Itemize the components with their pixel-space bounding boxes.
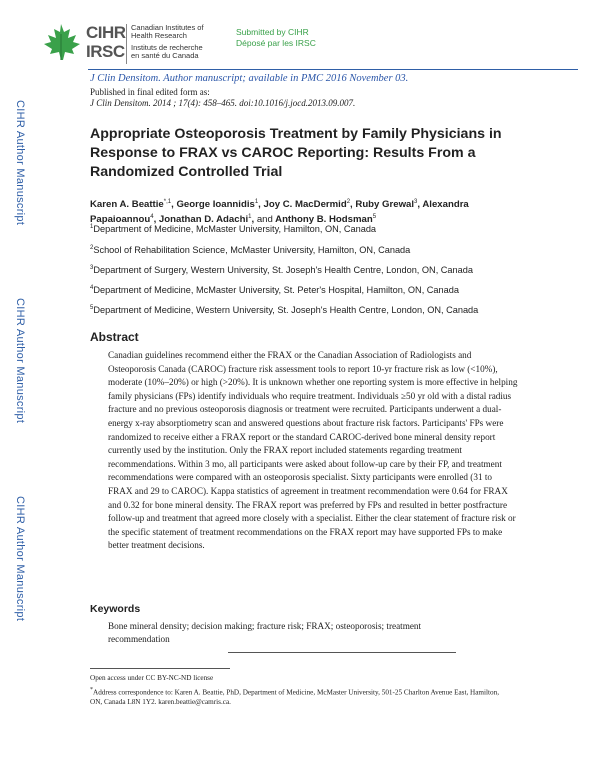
author-sup: 3 [414,199,418,205]
logo-irsc: IRSC [86,42,125,61]
logo-divider [126,24,127,64]
submitted-by [236,27,316,49]
author-name: Jonathan D. Adachi [158,214,249,226]
author-list: Karen A. Beattie$^{*,1}$, George Ioannidis$^1$, Joy C. MacDermid$^2$, Ruby Grewal$^3$, Alexandra Papaioannou$^4$, Jonathan D. Adachi$^1$, and Anthony B. Hodsman$^5$ [90,199,469,226]
author-sup: 1 [248,214,252,221]
cihr-logo [40,20,212,68]
affiliation: $^2$School of Rehabilitation Science, McMaster University, Hamilton, ON, Canada [90,245,411,256]
affiliation: $^3$Department of Surgery, Western University, St. Joseph's Health Centre, London, ON, Canada [90,265,473,276]
paper-title: Appropriate Osteoporosis Treatment by Family Physicians in Response to FRAX vs CAROC Reporting: Results From a Randomized Controlled Trial [90,126,502,180]
abstract-text: Canadian guidelines recommend either the FRAX or the Canadian Association of Radiologists and Osteoporosis Canada (CAROC) fracture risk assessment tools to report 10-yr fracture risk as low (<10%), moderate (10%–20%) or high (>20%). It is unknown whether one reporting system is more effective in helping family physicians (FPs) identify individuals who require treatment. Individuals ≥50 yr old with a distal radius fracture and no previous osteoporosis diagnosis or treatment were recruited. Participants underwent a dual-energy x-ray absorptiometry scan and answered questions about fracture risk factors. Participants' FPs were randomized to receive either a FRAX report or the standard CAROC-derived bone mineral density report currently used by the institution. Only the FRAX report included statements regarding treatment recommendations. Within 3 mo, all participants were asked about follow-up care by their FP, and treatment recommendations were compared with an osteoporosis specialist. Sixty participants were enrolled (31 to FRAX and 29 to CAROC). Kappa statistics of agreement in treatment recommendation were 0.64 for FRAX and 0.32 for bone mineral density. The FRAX report was preferred by FPs and resulted in better postfracture follow-up and treatment that agreed more closely with a specialist. Either the clear statement of fracture risk or the specific statement of treatment recommendations on the FRAX report may have supported FPs to make better treatment decisions. [108,350,518,551]
author-sup: 5 [372,214,377,221]
author-name: Anthony B. Hodsman [275,214,373,226]
affiliation: $^1$Department of Medicine, McMaster University, Hamilton, ON, Canada [90,224,377,235]
correspondence-address [90,685,510,707]
published-citation: J Clin Densitom. 2014 ; 17(4): 458–465. doi:10.1016/j.jocd.2013.09.007. [90,98,356,108]
keywords-divider [228,652,456,653]
open-access-license[interactable]: Open access under CC BY-NC-ND license [90,674,214,682]
author-name: Ruby Grewal [355,199,415,211]
keywords-heading: Keywords [90,603,141,615]
published-info [90,87,355,109]
sidebar-label-1: CIHR Author Manuscript [14,100,26,226]
sidebar-label-2: CIHR Author Manuscript [14,298,26,424]
author-name: Alexandra Papaioannou [90,199,469,226]
author-sup: 2 [346,199,351,205]
submitted-en: Submitted by CIHR [236,27,309,37]
author-sup: *,1 [163,199,172,205]
submitted-fr: Déposé par les IRSC [236,38,316,48]
keywords-text: Bone mineral density; decision making; fracture risk; FRAX; osteoporosis; treatment recommendation [108,621,422,644]
header-divider [88,69,578,70]
logo-fr-line1: Instituts de recherche [131,43,203,52]
journal-citation[interactable]: J Clin Densitom. Author manuscript; available in PMC 2016 November 03. [90,73,409,84]
address-text: Address correspondence to: Karen A. Beattie, PhD, Department of Medicine, McMaster University, 501-25 Charlton Avenue East, Hamilton, ON, Canada L8N 1Y2. karen.beattie@camris.ca. [90,688,499,707]
affiliation: $^5$Department of Medicine, Western University, St. Joseph's Health Centre, London, ON, Canada [90,305,479,316]
logo-cihr: CIHR [86,23,126,42]
footnote-divider [90,668,230,669]
address-mark: * [90,687,93,693]
author-sup: 4 [150,214,154,221]
sidebar-label-3: CIHR Author Manuscript [14,496,26,622]
affiliation: $^4$Department of Medicine, McMaster University, St. Peter's Hospital, Hamilton, ON, Canada [90,285,459,296]
author-name: Joy C. MacDermid [263,199,347,211]
author-name: Karen A. Beattie [90,199,164,211]
logo-fr-line2: en santé du Canada [131,51,199,60]
logo-en-line2: Health Research [131,31,187,40]
authors-and: and [256,214,273,226]
published-label: Published in final edited form as: [90,87,210,97]
logo-en-line1: Canadian Institutes of [131,23,204,32]
maple-leaf-icon [40,22,82,64]
author-name: George Ioannidis [176,199,255,211]
abstract-heading: Abstract [90,330,139,344]
author-sup: 1 [254,199,259,205]
